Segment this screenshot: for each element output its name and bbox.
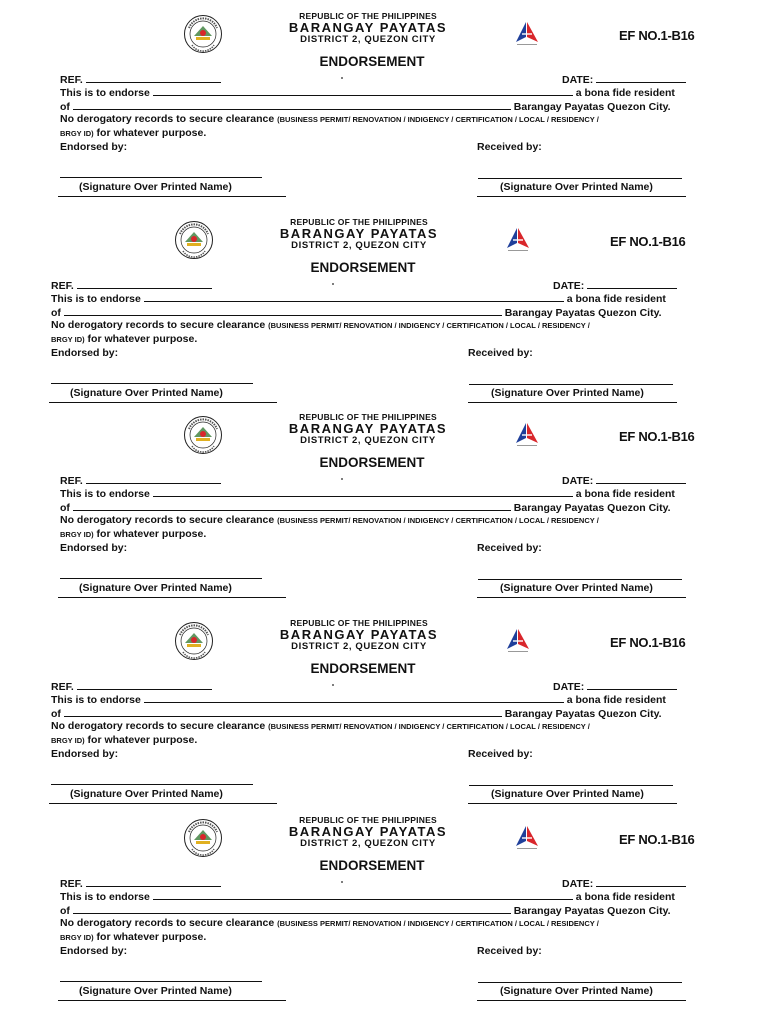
ref-label: REF.	[51, 280, 74, 292]
triangle-logo-icon	[513, 421, 541, 447]
endorsement-form	[0, 618, 768, 821]
records-row	[51, 720, 590, 732]
endorse-name-field[interactable]	[144, 291, 564, 302]
purpose-row	[60, 931, 206, 943]
no-records-label: No derogatory records to secure clearance	[51, 319, 266, 331]
republic-label: REPUBLIC OF THE PHILIPPINES	[299, 11, 437, 21]
address-field[interactable]	[73, 500, 511, 511]
receiver-signature-caption: (Signature Over Printed Name)	[491, 387, 644, 399]
of-row	[60, 99, 671, 113]
received-by-label: Received by:	[468, 748, 533, 760]
triangle-logo-icon	[504, 627, 532, 653]
barangay-seal-icon	[174, 220, 214, 260]
no-records-label: No derogatory records to secure clearance	[60, 514, 275, 526]
endorsed-by-label: Endorsed by:	[51, 347, 119, 359]
no-records-label: No derogatory records to secure clearance	[60, 917, 275, 929]
endorse-row	[51, 692, 666, 706]
endorser-signature-caption: (Signature Over Printed Name)	[70, 387, 223, 399]
barangay-seal-icon	[183, 818, 223, 858]
endorse-label: This is to endorse	[60, 488, 150, 500]
purposes-label: (BUSINESS PERMIT/ RENOVATION / INDIGENCY / CERTIFICATION / LOCAL / RESIDENCY /	[268, 722, 590, 731]
ref-label: REF.	[60, 878, 83, 890]
ref-label: REF.	[51, 681, 74, 693]
brgy-id-label: BRGY ID)	[51, 736, 85, 745]
speck	[341, 881, 343, 883]
district-label: DISTRICT 2, QUEZON CITY	[291, 640, 427, 652]
endorser-signature-line[interactable]	[60, 980, 262, 982]
endorsement-title: ENDORSEMENT	[310, 260, 416, 275]
header-block	[253, 12, 483, 45]
date-label: DATE:	[562, 475, 594, 487]
endorser-signature-caption: (Signature Over Printed Name)	[70, 788, 223, 800]
records-row	[60, 113, 599, 125]
bona-fide-label: a bona fide resident	[575, 488, 675, 500]
bona-fide-label: a bona fide resident	[566, 694, 666, 706]
endorse-label: This is to endorse	[60, 87, 150, 99]
endorsement-title: ENDORSEMENT	[319, 54, 425, 69]
barangay-label: BARANGAY PAYATAS	[288, 823, 448, 839]
barangay-label: BARANGAY PAYATAS	[279, 626, 439, 642]
purposes-label: (BUSINESS PERMIT/ RENOVATION / INDIGENCY / CERTIFICATION / LOCAL / RESIDENCY /	[277, 115, 599, 124]
date-field[interactable]	[596, 876, 686, 887]
received-by-label: Received by:	[477, 542, 542, 554]
purpose-row	[60, 528, 206, 540]
bona-fide-label: a bona fide resident	[575, 87, 675, 99]
endorser-signature-line[interactable]	[51, 783, 253, 785]
receiver-signature-line[interactable]	[478, 578, 682, 580]
received-by-label: Received by:	[468, 347, 533, 359]
received-by-label: Received by:	[477, 141, 542, 153]
form-number: EF NO.1-B16	[619, 832, 695, 847]
whatever-purpose-label: for whatever purpose.	[96, 528, 207, 540]
receiver-bottom-rule	[477, 597, 686, 598]
form-number: EF NO.1-B16	[619, 429, 695, 444]
form-number: EF NO.1-B16	[610, 234, 686, 249]
date-row	[562, 72, 686, 86]
speck	[332, 684, 334, 686]
barangay-seal-icon	[183, 415, 223, 455]
barangay-address-label: Barangay Payatas Quezon City.	[513, 101, 671, 113]
endorsement-form	[0, 412, 768, 615]
date-field[interactable]	[587, 679, 677, 690]
receiver-bottom-rule	[468, 803, 677, 804]
bona-fide-label: a bona fide resident	[566, 293, 666, 305]
of-row	[60, 903, 671, 917]
of-row	[51, 706, 662, 720]
date-field[interactable]	[596, 72, 686, 83]
of-label: of	[60, 905, 70, 917]
republic-label: REPUBLIC OF THE PHILIPPINES	[299, 412, 437, 422]
ref-row	[60, 72, 221, 86]
purposes-label: (BUSINESS PERMIT/ RENOVATION / INDIGENCY / CERTIFICATION / LOCAL / RESIDENCY /	[277, 919, 599, 928]
barangay-address-label: Barangay Payatas Quezon City.	[504, 708, 662, 720]
receiver-bottom-rule	[477, 196, 686, 197]
endorse-row	[60, 486, 675, 500]
ref-label: REF.	[60, 475, 83, 487]
receiver-signature-line[interactable]	[469, 784, 673, 786]
of-label: of	[60, 101, 70, 113]
address-field[interactable]	[64, 706, 502, 717]
no-records-label: No derogatory records to secure clearance	[51, 720, 266, 732]
republic-label: REPUBLIC OF THE PHILIPPINES	[299, 815, 437, 825]
endorsed-by-label: Endorsed by:	[60, 141, 128, 153]
endorse-name-field[interactable]	[153, 85, 573, 96]
ref-field[interactable]	[86, 72, 221, 83]
endorsed-by-label: Endorsed by:	[60, 542, 128, 554]
form-number: EF NO.1-B16	[619, 28, 695, 43]
header-block	[244, 619, 474, 652]
receiver-signature-caption: (Signature Over Printed Name)	[500, 985, 653, 997]
receiver-bottom-rule	[477, 1000, 686, 1001]
brgy-id-label: BRGY ID)	[60, 933, 94, 942]
of-label: of	[51, 307, 61, 319]
date-label: DATE:	[562, 878, 594, 890]
endorsed-by-label: Endorsed by:	[60, 945, 128, 957]
ref-field[interactable]	[77, 278, 212, 289]
republic-label: REPUBLIC OF THE PHILIPPINES	[290, 217, 428, 227]
speck	[341, 478, 343, 480]
received-by-label: Received by:	[477, 945, 542, 957]
endorse-label: This is to endorse	[51, 293, 141, 305]
brgy-id-label: BRGY ID)	[60, 129, 94, 138]
endorsement-title: ENDORSEMENT	[319, 455, 425, 470]
endorser-signature-caption: (Signature Over Printed Name)	[79, 181, 232, 193]
endorse-name-field[interactable]	[144, 692, 564, 703]
endorser-bottom-rule	[49, 402, 277, 403]
endorser-bottom-rule	[49, 803, 277, 804]
bona-fide-label: a bona fide resident	[575, 891, 675, 903]
endorse-name-field[interactable]	[153, 889, 573, 900]
barangay-label: BARANGAY PAYATAS	[288, 420, 448, 436]
endorser-bottom-rule	[58, 597, 286, 598]
speck	[332, 283, 334, 285]
ref-row	[60, 876, 221, 890]
endorsement-form	[0, 217, 768, 420]
of-label: of	[60, 502, 70, 514]
whatever-purpose-label: for whatever purpose.	[87, 734, 198, 746]
endorsement-form	[0, 11, 768, 214]
triangle-logo-icon	[513, 20, 541, 46]
endorsement-title: ENDORSEMENT	[310, 661, 416, 676]
endorser-bottom-rule	[58, 1000, 286, 1001]
endorse-row	[51, 291, 666, 305]
brgy-id-label: BRGY ID)	[60, 530, 94, 539]
address-field[interactable]	[73, 99, 511, 110]
triangle-logo-icon	[513, 824, 541, 850]
ref-row	[51, 278, 212, 292]
endorser-signature-line[interactable]	[60, 577, 262, 579]
date-field[interactable]	[596, 473, 686, 484]
endorser-signature-caption: (Signature Over Printed Name)	[79, 582, 232, 594]
receiver-signature-line[interactable]	[478, 177, 682, 179]
barangay-label: BARANGAY PAYATAS	[288, 19, 448, 35]
endorse-label: This is to endorse	[60, 891, 150, 903]
republic-label: REPUBLIC OF THE PHILIPPINES	[290, 618, 428, 628]
address-field[interactable]	[73, 903, 511, 914]
barangay-label: BARANGAY PAYATAS	[279, 225, 439, 241]
whatever-purpose-label: for whatever purpose.	[96, 127, 207, 139]
whatever-purpose-label: for whatever purpose.	[87, 333, 198, 345]
endorser-signature-caption: (Signature Over Printed Name)	[79, 985, 232, 997]
receiver-signature-caption: (Signature Over Printed Name)	[500, 582, 653, 594]
endorse-row	[60, 889, 675, 903]
receiver-bottom-rule	[468, 402, 677, 403]
date-row	[553, 278, 677, 292]
ref-row	[60, 473, 221, 487]
endorse-name-field[interactable]	[153, 486, 573, 497]
purpose-row	[51, 333, 197, 345]
endorsed-by-label: Endorsed by:	[51, 748, 119, 760]
ref-field[interactable]	[86, 876, 221, 887]
ref-row	[51, 679, 212, 693]
barangay-address-label: Barangay Payatas Quezon City.	[513, 905, 671, 917]
date-label: DATE:	[553, 280, 585, 292]
records-row	[51, 319, 590, 331]
brgy-id-label: BRGY ID)	[51, 335, 85, 344]
purpose-row	[60, 127, 206, 139]
of-label: of	[51, 708, 61, 720]
endorsement-form	[0, 815, 768, 1018]
header-block	[253, 413, 483, 446]
form-number: EF NO.1-B16	[610, 635, 686, 650]
of-row	[51, 305, 662, 319]
header-block	[244, 218, 474, 251]
district-label: DISTRICT 2, QUEZON CITY	[300, 837, 436, 849]
date-label: DATE:	[553, 681, 585, 693]
endorser-signature-line[interactable]	[51, 382, 253, 384]
purposes-label: (BUSINESS PERMIT/ RENOVATION / INDIGENCY / CERTIFICATION / LOCAL / RESIDENCY /	[268, 321, 590, 330]
barangay-address-label: Barangay Payatas Quezon City.	[513, 502, 671, 514]
endorser-signature-line[interactable]	[60, 176, 262, 178]
district-label: DISTRICT 2, QUEZON CITY	[291, 239, 427, 251]
ref-label: REF.	[60, 74, 83, 86]
header-block	[253, 816, 483, 849]
date-row	[562, 876, 686, 890]
district-label: DISTRICT 2, QUEZON CITY	[300, 33, 436, 45]
of-row	[60, 500, 671, 514]
receiver-signature-caption: (Signature Over Printed Name)	[491, 788, 644, 800]
no-records-label: No derogatory records to secure clearance	[60, 113, 275, 125]
purposes-label: (BUSINESS PERMIT/ RENOVATION / INDIGENCY / CERTIFICATION / LOCAL / RESIDENCY /	[277, 516, 599, 525]
whatever-purpose-label: for whatever purpose.	[96, 931, 207, 943]
speck	[341, 77, 343, 79]
date-row	[553, 679, 677, 693]
date-label: DATE:	[562, 74, 594, 86]
date-field[interactable]	[587, 278, 677, 289]
receiver-signature-caption: (Signature Over Printed Name)	[500, 181, 653, 193]
ref-field[interactable]	[86, 473, 221, 484]
receiver-signature-line[interactable]	[478, 981, 682, 983]
receiver-signature-line[interactable]	[469, 383, 673, 385]
barangay-address-label: Barangay Payatas Quezon City.	[504, 307, 662, 319]
endorse-row	[60, 85, 675, 99]
triangle-logo-icon	[504, 226, 532, 252]
date-row	[562, 473, 686, 487]
records-row	[60, 917, 599, 929]
endorse-label: This is to endorse	[51, 694, 141, 706]
endorser-bottom-rule	[58, 196, 286, 197]
ref-field[interactable]	[77, 679, 212, 690]
endorsement-title: ENDORSEMENT	[319, 858, 425, 873]
purpose-row	[51, 734, 197, 746]
address-field[interactable]	[64, 305, 502, 316]
records-row	[60, 514, 599, 526]
district-label: DISTRICT 2, QUEZON CITY	[300, 434, 436, 446]
barangay-seal-icon	[183, 14, 223, 54]
barangay-seal-icon	[174, 621, 214, 661]
